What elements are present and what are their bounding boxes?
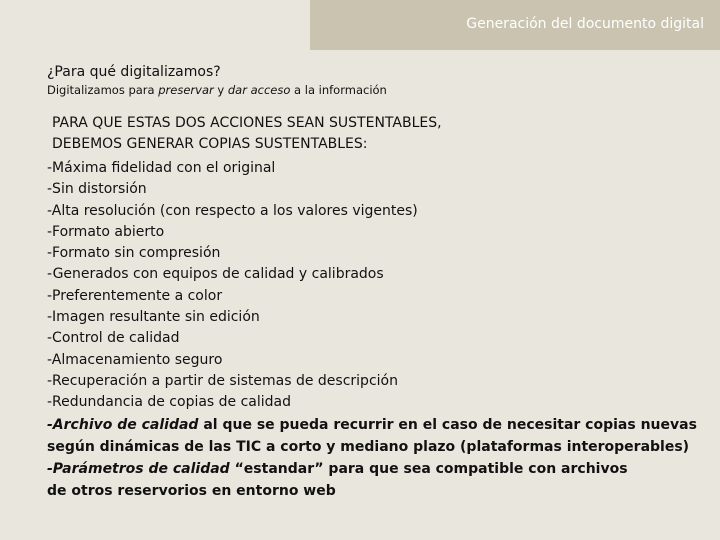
archive-line2: según dinámicas de las TIC a corto y mediano plazo (plataformas interoperables) bbox=[47, 439, 690, 455]
header-band bbox=[310, 0, 720, 50]
list-item: -Formato abierto bbox=[47, 223, 165, 240]
requirements-list bbox=[47, 158, 418, 414]
list-item: -Imagen resultante sin edición bbox=[47, 309, 260, 326]
section-heading bbox=[52, 113, 442, 155]
subtitle bbox=[47, 83, 387, 97]
question-heading: ¿Para qué digitalizamos? bbox=[47, 64, 221, 80]
archive-prefix: -Archivo de calidad bbox=[47, 417, 199, 433]
list-item: -Redundancia de copias de calidad bbox=[47, 394, 292, 411]
quality-notes bbox=[47, 414, 697, 502]
list-item: -Máxima fidelidad con el original bbox=[47, 160, 276, 176]
list-item: -Almacenamiento seguro bbox=[47, 351, 223, 368]
subtitle-prefix: Digitalizamos para bbox=[47, 83, 159, 97]
slide-title: Generación del documento digital bbox=[466, 16, 704, 32]
list-item: -Preferentemente a color bbox=[47, 287, 223, 304]
section-heading-line1: PARA QUE ESTAS DOS ACCIONES SEAN SUSTENTABLES, bbox=[52, 115, 442, 131]
subtitle-suffix: a la información bbox=[290, 83, 387, 97]
subtitle-access: dar acceso bbox=[227, 83, 291, 97]
list-item: -Sin distorsión bbox=[47, 181, 147, 198]
subtitle-preserve: preservar bbox=[158, 83, 214, 97]
list-item: -Recuperación a partir de sistemas de descripción bbox=[47, 372, 398, 389]
archive-rest: al que se pueda recurrir en el caso de necesitar copias nuevas bbox=[198, 417, 697, 433]
archive-line1 bbox=[47, 414, 697, 436]
list-item: -Control de calidad bbox=[47, 330, 180, 347]
params-line2: de otros reservorios en entorno web bbox=[47, 483, 336, 499]
list-item: -Alta resolución (con respecto a los valores vigentes) bbox=[47, 202, 418, 219]
params-rest: “estandar” para que sea compatible con archivos bbox=[229, 461, 628, 477]
section-heading-line2: DEBEMOS GENERAR COPIAS SUSTENTABLES: bbox=[52, 136, 368, 152]
params-prefix: -Parámetros de calidad bbox=[47, 461, 230, 477]
params-line1 bbox=[47, 458, 697, 480]
subtitle-middle: y bbox=[213, 83, 228, 97]
list-item: -Generados con equipos de calidad y calibrados bbox=[47, 266, 384, 283]
list-item: -Formato sin compresión bbox=[47, 245, 221, 262]
